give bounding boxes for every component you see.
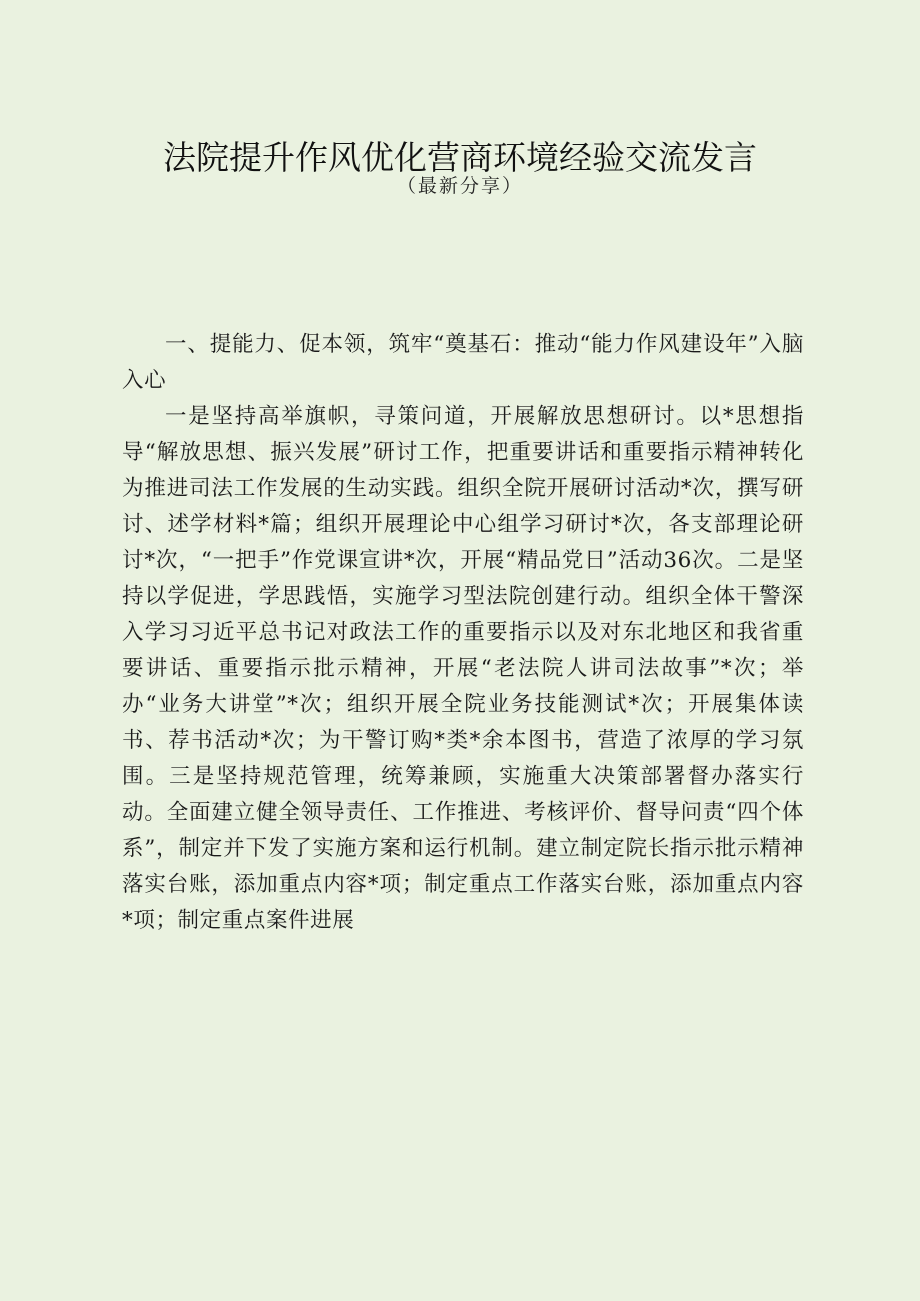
body-paragraph: 一是坚持高举旗帜，寻策问道，开展解放思想研讨。以*思想指导“解放思想、振兴发展”研讨工作，把重要讲话和重要指示精神转化为推进司法工作发展的生动实践。组织全院开展研讨活动*次，撰写研讨、述学材料*篇；组织开展理论中心组学习研讨*次，各支部理论研讨*次，“一把手”作党课宣讲*次，开展“精品党日”活动36次。二是坚持以学促进，学思践悟，实施学习型法院创建行动。组织全体干警深入学习习近平总书记对政法工作的重要指示以及对东北地区和我省重要讲话、重要指示批示精神，开展“老法院人讲司法故事”*次；举办“业务大讲堂”*次；组织开展全院业务技能测试*次；开展集体读书、荐书活动*次；为干警订购*类*余本图书，营造了浓厚的学习氛围。三是坚持规范管理，统筹兼顾，实施重大决策部署督办落实行动。全面建立健全领导责任、工作推进、考核评价、督导问责“四个体系”，制定并下发了实施方案和运行机制。建立制定院长指示批示精神落实台账，添加重点内容*项；制定重点工作落实台账，添加重点内容*项；制定重点案件进展 xyxy=(122,404,804,933)
document-body xyxy=(122,327,804,939)
section-heading: 一、提能力、促本领，筑牢“奠基石：推动“能力作风建设年”入脑入心 xyxy=(122,332,804,393)
document-title: 法院提升作风优化营商环境经验交流发言 xyxy=(163,138,757,177)
document-subtitle: （最新分享） xyxy=(396,175,523,197)
